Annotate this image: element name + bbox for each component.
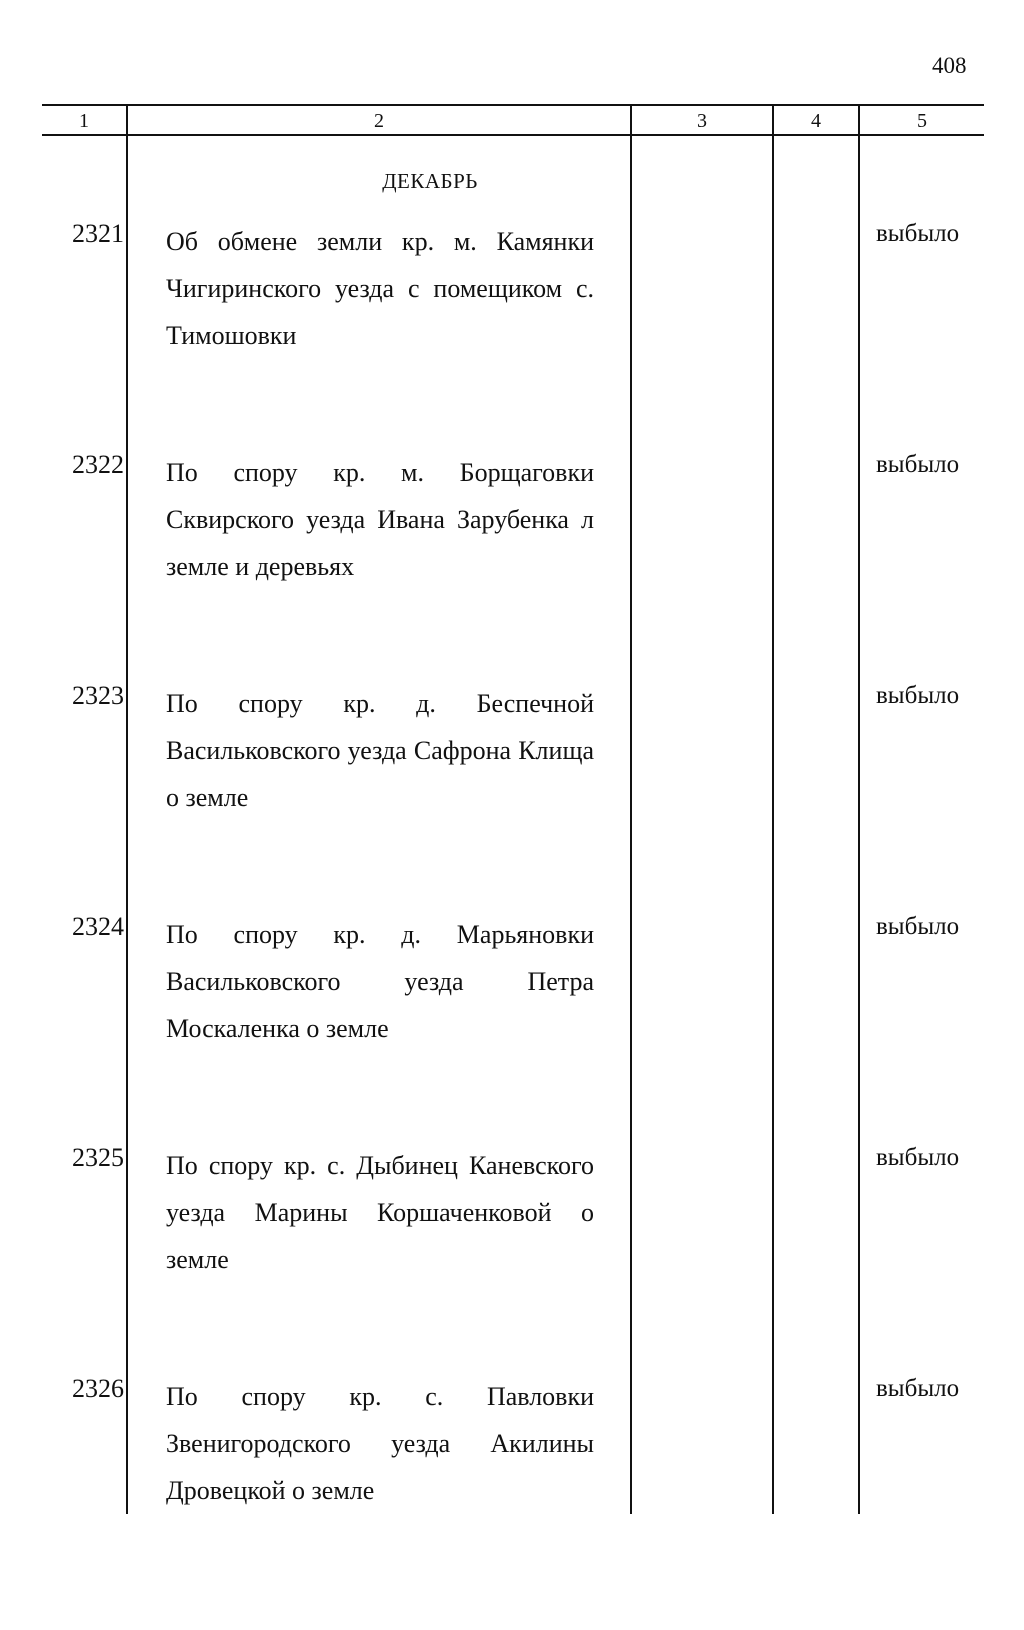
row-description: По спору кр. д. Беспечной Васильковского уезда Сафрона Клища о земле bbox=[166, 689, 594, 812]
month-heading: ДЕКАБРЬ bbox=[382, 169, 478, 193]
column-header-5: 5 bbox=[917, 110, 927, 132]
row-status: выбыло bbox=[876, 1375, 960, 1402]
table-row bbox=[0, 911, 1024, 1141]
table-header-rule bbox=[42, 134, 984, 136]
table-row bbox=[0, 218, 1024, 448]
row-description: По спору кр. с. Павловки Звенигородского уезда Акилины Дровецкой о земле bbox=[166, 1382, 594, 1505]
row-number: 2325 bbox=[72, 1143, 124, 1172]
table-row bbox=[0, 1373, 1024, 1603]
column-header-4: 4 bbox=[811, 110, 821, 132]
row-number: 2326 bbox=[72, 1374, 124, 1403]
row-description: Об обмене земли кр. м. Камянки Чигиринского уезда с помещиком с. Тимошовки bbox=[166, 227, 594, 350]
row-description: По спору кр. д. Марьяновки Васильковского уезда Петра Москаленка о земле bbox=[166, 920, 594, 1043]
table-row bbox=[0, 449, 1024, 679]
row-number: 2322 bbox=[72, 450, 124, 479]
row-status: выбыло bbox=[876, 913, 960, 940]
table-row bbox=[0, 680, 1024, 910]
row-description: По спору кр. м. Борщаговки Сквирского уезда Ивана Зарубенка л земле и деревьях bbox=[166, 458, 594, 581]
table-top-rule bbox=[42, 104, 984, 106]
column-header-2: 2 bbox=[374, 110, 384, 132]
table-row bbox=[0, 1142, 1024, 1372]
page-number: 408 bbox=[932, 53, 967, 78]
row-number: 2324 bbox=[72, 912, 124, 941]
row-status: выбыло bbox=[876, 682, 960, 709]
row-status: выбыло bbox=[876, 1144, 960, 1171]
row-number: 2323 bbox=[72, 681, 124, 710]
row-number: 2321 bbox=[72, 219, 124, 248]
row-status: выбыло bbox=[876, 451, 960, 478]
column-header-3: 3 bbox=[697, 110, 707, 132]
row-status: выбыло bbox=[876, 220, 960, 247]
column-header-1: 1 bbox=[79, 110, 89, 132]
row-description: По спору кр. с. Дыбинец Каневского уезда Марины Коршаченковой о земле bbox=[166, 1151, 594, 1274]
